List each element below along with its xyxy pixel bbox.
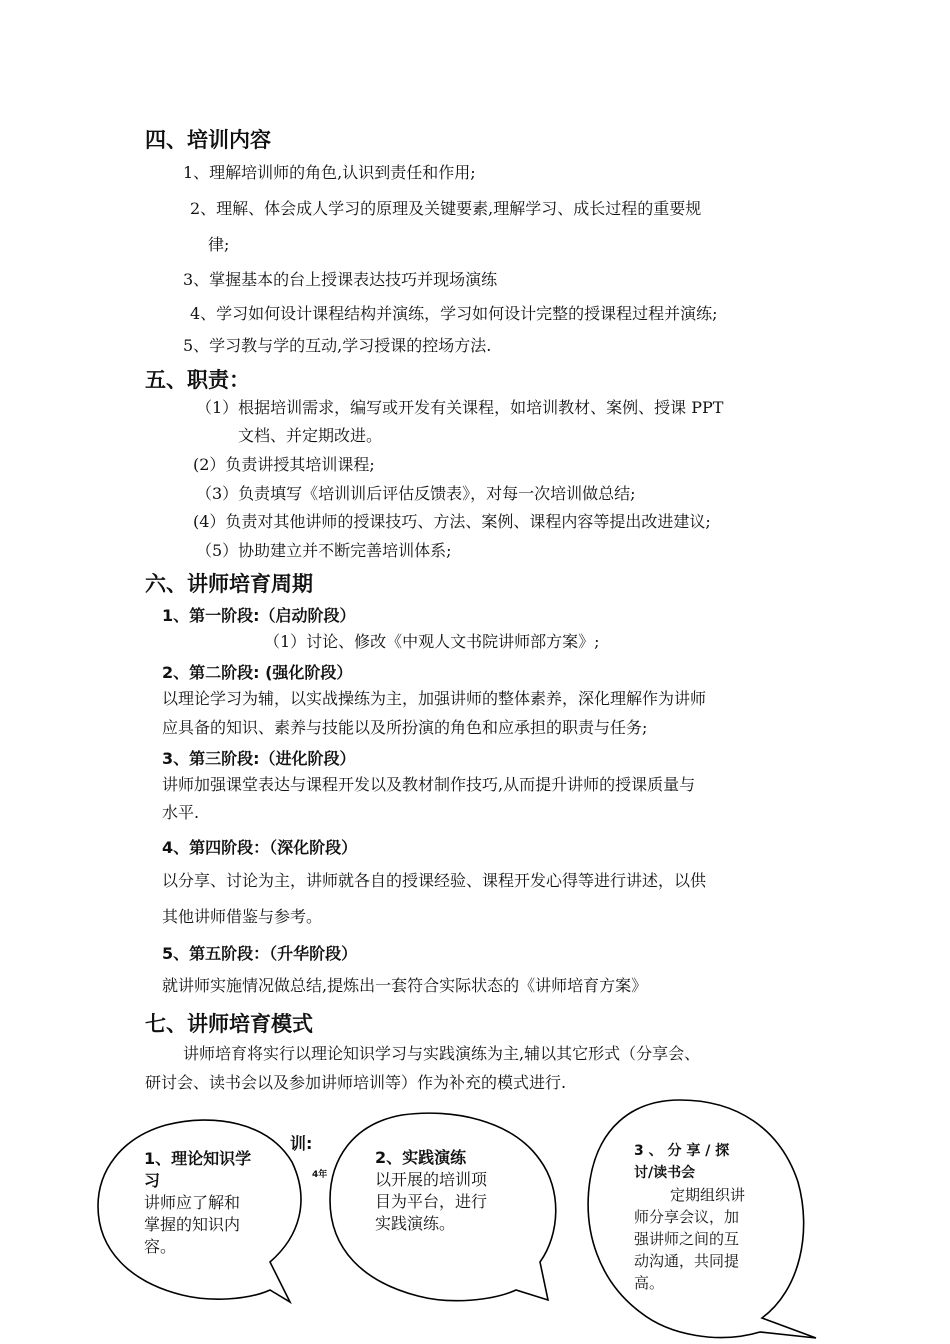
sec4-item-2-cont: 律; [208, 235, 230, 254]
stage-2-line-2: 应具备的知识、素养与技能以及所扮演的角色和应承担的职责与任务; [162, 718, 648, 737]
stage-2-line-1: 以理论学习为辅，以实战操练为主，加强讲师的整体素养，深化理解作为讲师 [162, 689, 707, 708]
hidden-fragment-2: 4年 [312, 1170, 328, 1180]
sec7-para-line-2: 研讨会、读书会以及参加讲师培训等）作为补充的模式进行. [145, 1073, 567, 1092]
sec5-item-5: （5）协助建立并不断完善培训体系; [196, 541, 452, 560]
stage-4-line-1: 以分享、讨论为主，讲师就各自的授课经验、课程开发心得等进行讲述，以供 [162, 871, 707, 890]
stage-4-line-2: 其他讲师借鉴与参考。 [162, 907, 323, 926]
stage-4-title: 4、第四阶段：（深化阶段） [162, 838, 358, 857]
sec5-item-2: (2）负责讲授其培训课程; [193, 455, 375, 474]
sec4-item-2: 2、理解、体会成人学习的原理及关键要素,理解学习、成长过程的重要规 [190, 199, 702, 218]
sec5-item-4: (4）负责对其他讲师的授课技巧、方法、案例、课程内容等提出改进建议; [193, 512, 711, 531]
bubble-1-body-line-3: 容。 [144, 1237, 177, 1256]
sec4-item-1: 1、理解培训师的角色,认识到责任和作用; [183, 163, 476, 182]
sec4-item-5: 5、学习教与学的互动,学习授课的控场方法. [183, 336, 492, 355]
bubble-3-body-line-5: 高。 [634, 1274, 665, 1292]
section-7-heading: 七、讲师培育模式 [145, 1012, 313, 1036]
stage-5-line-1: 就讲师实施情况做总结,提炼出一套符合实际状态的《讲师培育方案》 [162, 976, 648, 995]
bubble-1-title-line-1: 1、理论知识学 [144, 1149, 252, 1168]
stage-1-line: （1）讨论、修改《中观人文书院讲师部方案》; [264, 632, 600, 651]
sec5-item-1-cont: 文档、并定期改进。 [238, 426, 383, 445]
sec7-para-line-1: 讲师培育将实行以理论知识学习与实践演练为主,辅以其它形式（分享会、 [183, 1044, 701, 1063]
bubble-2-body-line-2: 目为平台，进行 [375, 1192, 488, 1211]
sec5-item-3: （3）负责填写《培训训后评估反馈表》，对每一次培训做总结; [196, 484, 636, 503]
stage-2-title: 2、第二阶段: (强化阶段） [162, 663, 353, 682]
sec5-item-1: （1）根据培训需求，编写或开发有关课程，如培训教材、案例、授课 PPT [196, 398, 724, 417]
section-4-heading: 四、培训内容 [145, 128, 271, 152]
bubble-2 [375, 1147, 525, 1235]
bubble-3-title-line-1: 3 、 分 享 / 探 [634, 1143, 730, 1159]
bubble-3-body-line-4: 动沟通，共同提 [634, 1252, 740, 1270]
bubble-2-body-line-3: 实践演练。 [375, 1214, 456, 1233]
bubble-1-body-line-2: 掌握的知识内 [144, 1215, 241, 1234]
stage-3-line-1: 讲师加强课堂表达与课程开发以及教材制作技巧,从而提升讲师的授课质量与 [162, 775, 696, 794]
bubble-3-title-line-2: 讨/读书会 [634, 1165, 696, 1181]
bubble-3-body-line-2: 师分享会议，加 [634, 1208, 740, 1226]
sec4-item-3: 3、掌握基本的台上授课表达技巧并现场演练 [183, 270, 498, 289]
bubble-2-body-line-1: 以开展的培训项 [375, 1170, 488, 1189]
stage-1-title: 1、第一阶段:（启动阶段） [162, 606, 356, 625]
bubble-3 [634, 1140, 784, 1294]
bubble-2-title: 2、实践演练 [375, 1148, 467, 1167]
sec4-item-4: 4、学习如何设计课程结构并演练，学习如何设计完整的授课程过程并演练; [190, 304, 718, 323]
section-5-heading: 五、职责： [145, 368, 250, 392]
bubble-3-body-line-1: 定期组织讲 [670, 1186, 746, 1204]
stage-3-title: 3、第三阶段:（进化阶段） [162, 749, 356, 768]
bubble-3-body-line-3: 强讲师之间的互 [634, 1230, 740, 1248]
section-6-heading: 六、讲师培育周期 [145, 572, 313, 596]
bubble-1-title-line-2: 习 [144, 1171, 161, 1190]
bubble-1 [144, 1148, 276, 1258]
stage-3-line-2: 水平. [162, 803, 200, 822]
bubble-1-body-line-1: 讲师应了解和 [144, 1193, 241, 1212]
stage-5-title: 5、第五阶段：（升华阶段） [162, 944, 358, 963]
hidden-fragment-1: 训: [290, 1134, 313, 1153]
